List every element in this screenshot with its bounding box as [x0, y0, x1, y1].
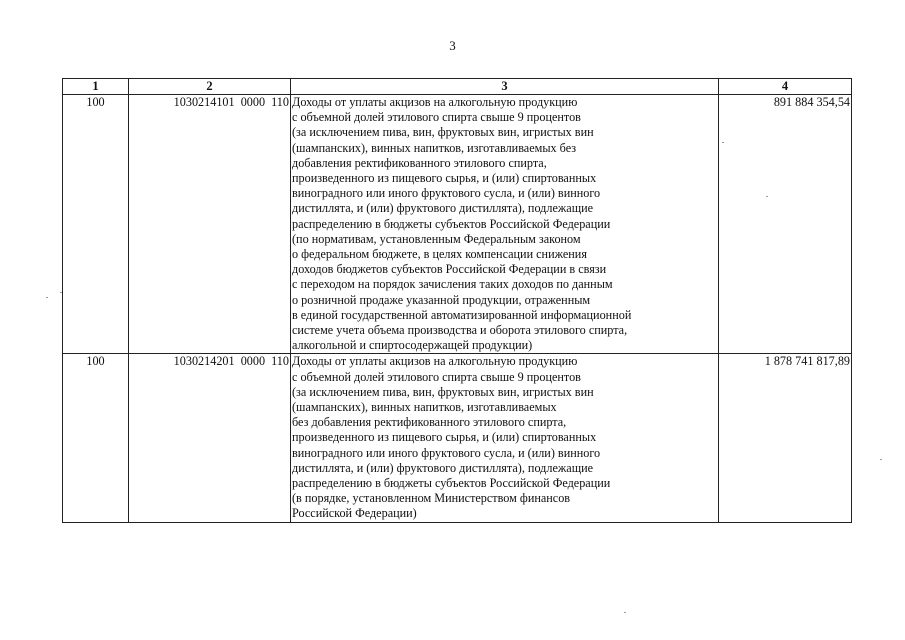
revenue-description-cell	[291, 95, 719, 354]
description-line: распределению в бюджеты субъектов Российской Федерации	[292, 216, 611, 231]
description-line: произведенного из пищевого сырья, и (или) спиртованных	[292, 171, 597, 186]
amount-cell: 1 878 741 817,89	[719, 354, 852, 522]
table-header-row	[63, 79, 852, 95]
description-line: системе учета объема производства и оборота этилового спирта,	[292, 323, 628, 338]
revenue-description-cell	[291, 354, 719, 522]
description-line: с объемной долей этилового спирта свыше 9 процентов	[292, 110, 581, 125]
description-line: с объемной долей этилового спирта свыше 9 процентов	[292, 369, 581, 384]
description-line: виноградного или иного фруктового сусла, и (или) винного	[292, 186, 601, 201]
description-line: о розничной продаже указанной продукции, отраженным	[292, 292, 591, 307]
description-line: распределению в бюджеты субъектов Российской Федерации	[292, 476, 611, 491]
description-line: Российской Федерации)	[292, 506, 417, 521]
description-line: (шампанских), винных напитков, изготавливаемых без	[292, 140, 577, 155]
column-header-1: 1	[63, 79, 129, 95]
description-line: о федеральном бюджете, в целях компенсации снижения	[292, 247, 587, 262]
description-line: доходов бюджетов субъектов Российской Федерации в связи	[292, 262, 607, 277]
description-line: в единой государственной автоматизированной информационной	[292, 307, 632, 322]
scan-speck	[624, 612, 626, 613]
scan-speck	[60, 292, 62, 293]
admin-code-cell: 100	[63, 354, 129, 522]
scan-speck	[766, 196, 768, 197]
budget-classification-code-cell: 1030214101 0000 110	[129, 95, 291, 354]
description-line: добавления ректификованного этилового спирта,	[292, 155, 547, 170]
table-row	[63, 95, 852, 354]
budget-classification-code-cell: 1030214201 0000 110	[129, 354, 291, 522]
description-line: дистиллята, и (или) фруктового дистиллята), подлежащие	[292, 460, 594, 475]
description-line: (за исключением пива, вин, фруктовых вин, игристых вин	[292, 125, 594, 140]
scan-speck	[722, 142, 724, 143]
description-line: дистиллята, и (или) фруктового дистиллята), подлежащие	[292, 201, 594, 216]
description-line: Доходы от уплаты акцизов на алкогольную продукцию	[292, 354, 578, 369]
description-line: (в порядке, установленном Министерством финансов	[292, 491, 571, 506]
page-number: 3	[449, 38, 456, 53]
scan-speck	[46, 297, 48, 298]
description-line: Доходы от уплаты акцизов на алкогольную продукцию	[292, 95, 578, 109]
description-line: без добавления ректификованного этилового спирта,	[292, 415, 567, 430]
column-header-3: 3	[291, 79, 719, 95]
description-line: произведенного из пищевого сырья, и (или) спиртованных	[292, 430, 597, 445]
description-line: виноградного или иного фруктового сусла, и (или) винного	[292, 445, 601, 460]
revenue-table	[62, 78, 852, 523]
description-line: (по нормативам, установленным Федеральным законом	[292, 231, 581, 246]
admin-code-cell: 100	[63, 95, 129, 354]
description-line: (шампанских), винных напитков, изготавливаемых	[292, 400, 557, 415]
description-line: с переходом на порядок зачисления таких доходов по данным	[292, 277, 613, 292]
description-line: (за исключением пива, вин, фруктовых вин, игристых вин	[292, 384, 594, 399]
column-header-2: 2	[129, 79, 291, 95]
table-row	[63, 354, 852, 522]
amount-cell: 891 884 354,54	[719, 95, 852, 354]
scan-speck	[880, 459, 882, 460]
column-header-4: 4	[719, 79, 852, 95]
description-line: алкогольной и спиртосодержащей продукции)	[292, 338, 533, 353]
